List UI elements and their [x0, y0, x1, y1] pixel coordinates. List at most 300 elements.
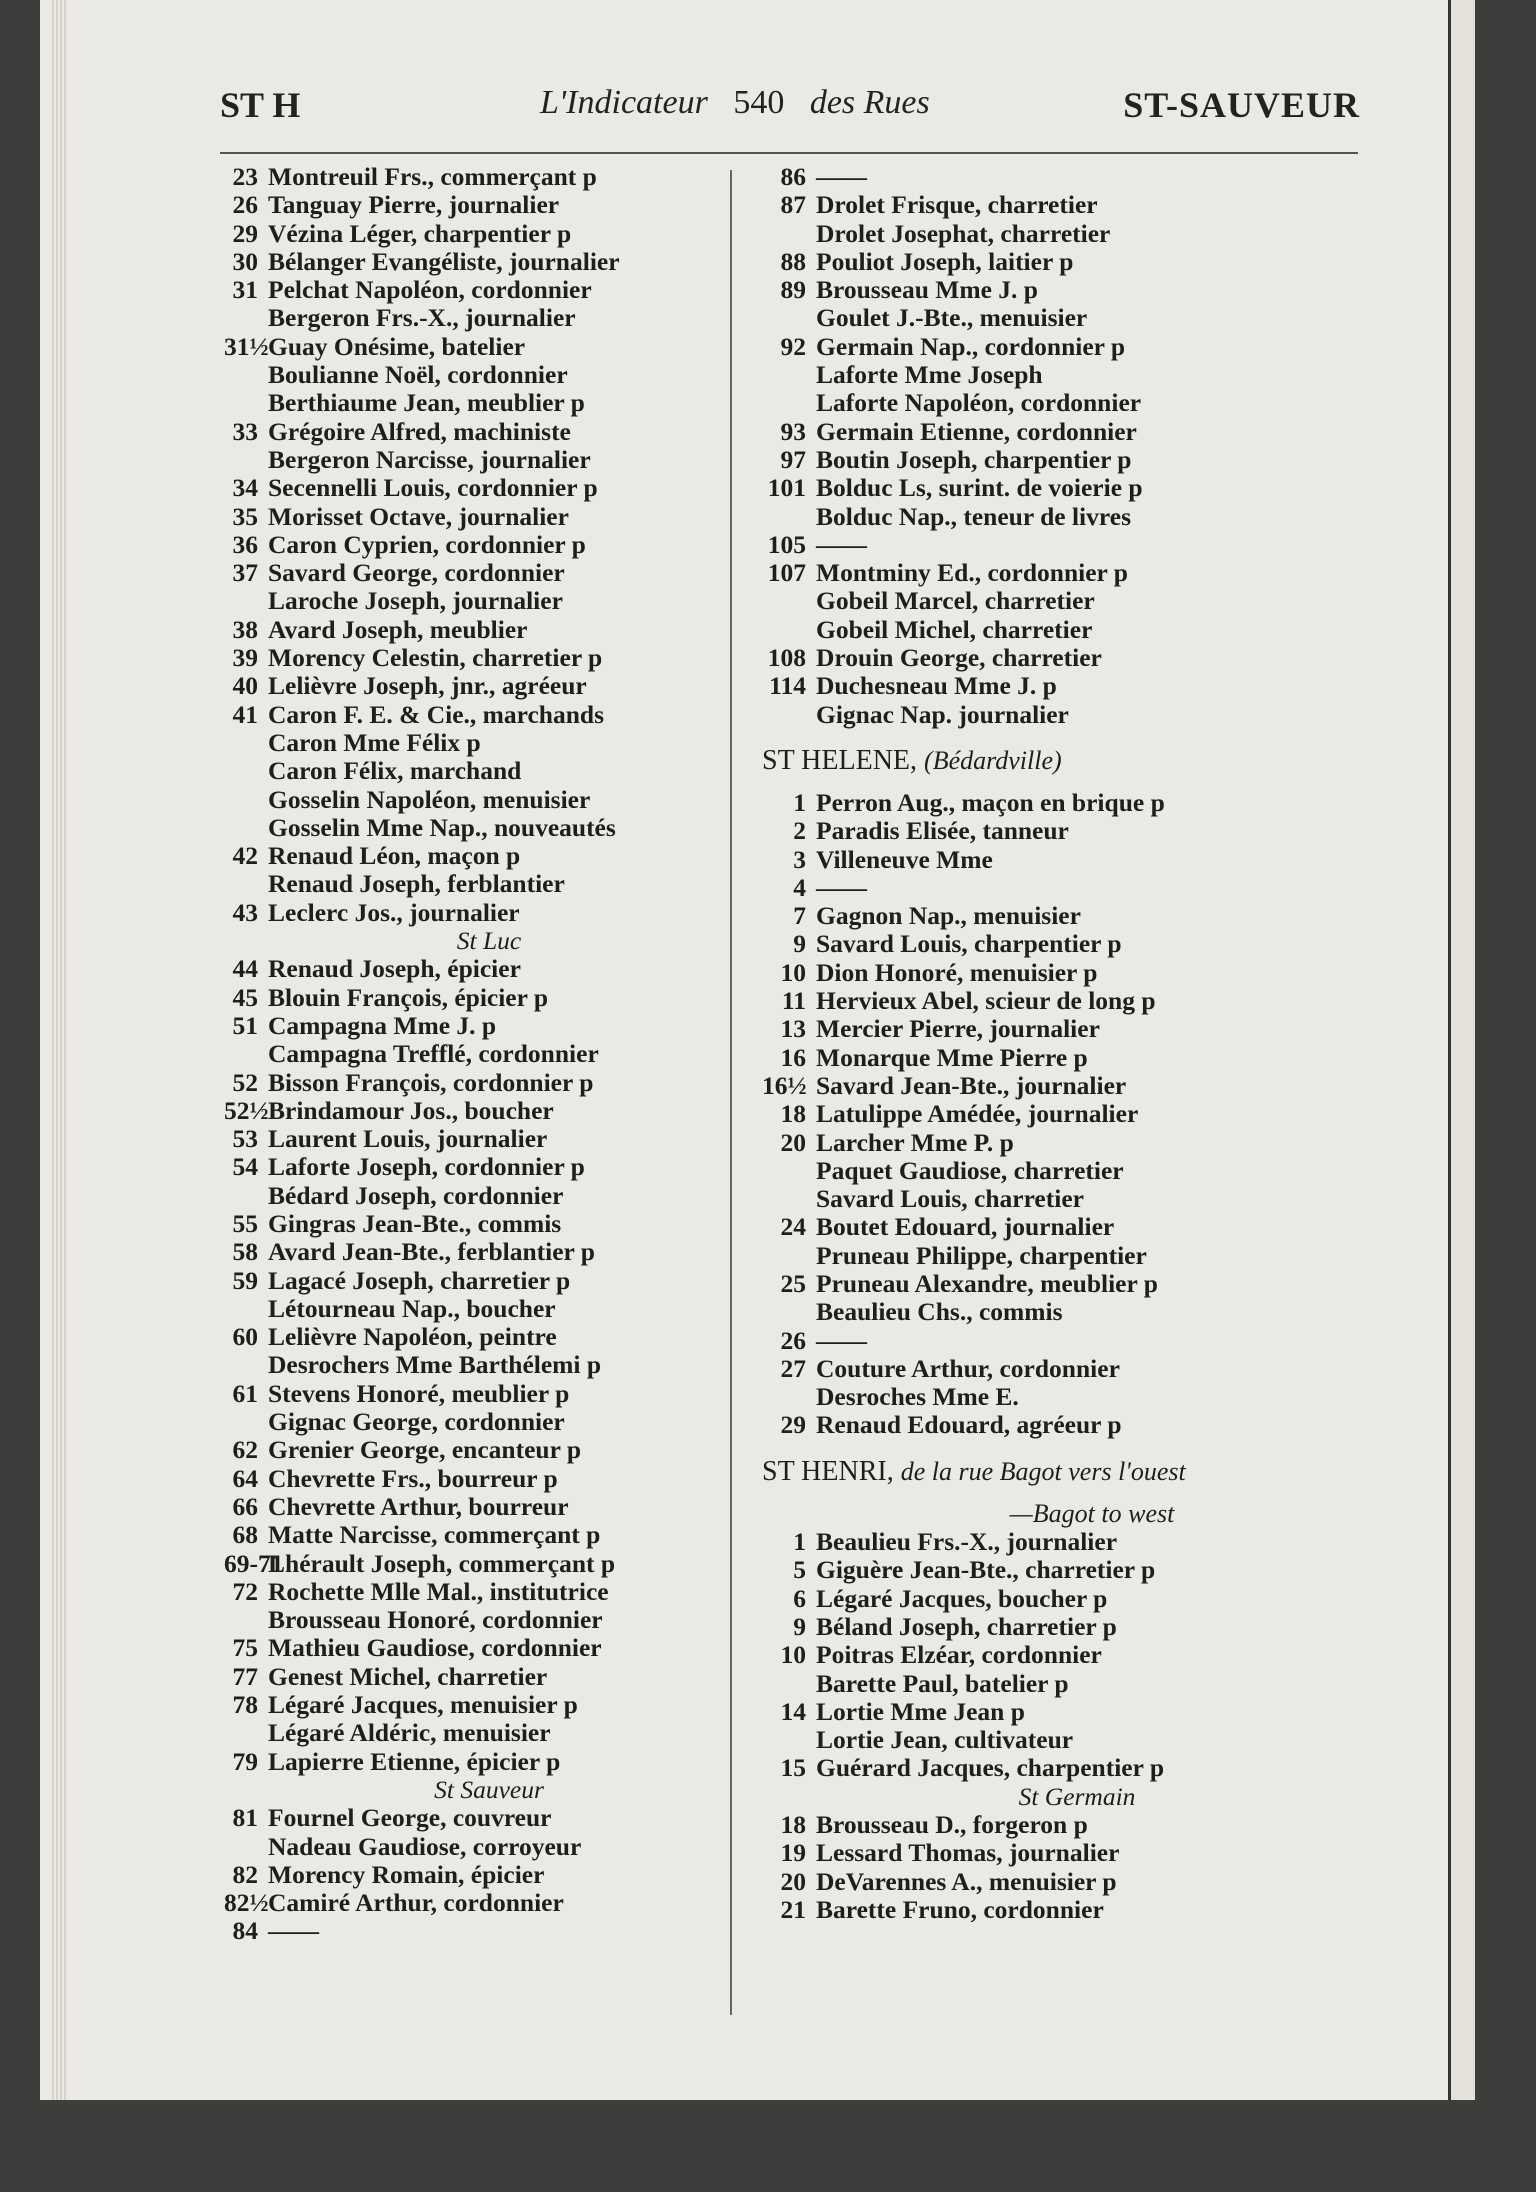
house-number: 92: [780, 331, 806, 361]
directory-entry: [762, 1298, 1362, 1326]
page-edges: [52, 0, 66, 2100]
cross-street: St Luc: [456, 926, 522, 956]
house-number: [224, 1295, 268, 1323]
directory-entry: [762, 1528, 1362, 1556]
directory-entry: [224, 814, 724, 842]
resident-entry: Giguère Jean-Bte., charretier p: [816, 1555, 1156, 1585]
house-number: 11: [781, 986, 806, 1016]
directory-entry: [762, 1213, 1362, 1241]
directory-entry: [224, 1606, 724, 1634]
house-number: 44: [232, 954, 258, 984]
resident-entry: Brousseau D., forgeron p: [816, 1810, 1088, 1840]
house-number: 62: [232, 1435, 258, 1465]
directory-entry: [224, 984, 724, 1012]
house-number: [762, 1670, 816, 1698]
directory-entry: [762, 1270, 1362, 1298]
directory-entry: [762, 1641, 1362, 1669]
resident-entry: Laforte Joseph, cordonnier p: [268, 1152, 585, 1182]
directory-entry: [224, 389, 724, 417]
resident-entry: Germain Etienne, cordonnier: [816, 416, 1137, 446]
directory-entry: [224, 1351, 724, 1379]
directory-entry: [224, 1153, 724, 1181]
house-number: [762, 1726, 816, 1754]
house-number: 61: [232, 1378, 258, 1408]
house-number: 14: [780, 1696, 806, 1726]
house-number: 16: [780, 1042, 806, 1072]
directory-entry: [762, 1044, 1362, 1072]
resident-entry: Duchesneau Mme J. p: [816, 671, 1057, 701]
house-number: 93: [780, 416, 806, 446]
resident-entry: Guérard Jacques, charpentier p: [816, 1753, 1165, 1783]
directory-entry: [762, 930, 1362, 958]
resident-entry: Pruneau Philippe, charpentier: [816, 1240, 1147, 1270]
house-number: 60: [232, 1322, 258, 1352]
resident-entry: Drouin George, charretier: [816, 643, 1102, 673]
resident-entry: Brindamour Jos., boucher: [268, 1095, 554, 1125]
house-number: [762, 616, 816, 644]
directory-entry: [224, 1465, 724, 1493]
house-number: 75: [232, 1633, 258, 1663]
resident-entry: Beaulieu Frs.-X., journalier: [816, 1527, 1118, 1557]
resident-entry: Mathieu Gaudiose, cordonnier: [268, 1633, 602, 1663]
street-note: de la rue Bagot vers l'ouest: [900, 1456, 1186, 1486]
resident-entry: Lortie Mme Jean p: [816, 1696, 1025, 1726]
directory-entry: [762, 701, 1362, 729]
house-number: 10: [780, 1640, 806, 1670]
resident-entry: Stevens Honoré, meublier p: [268, 1378, 570, 1408]
directory-entry: [762, 389, 1362, 417]
resident-entry: Berthiaume Jean, meublier p: [268, 388, 585, 418]
resident-entry: Morency Romain, épicier: [268, 1859, 545, 1889]
house-number: 36: [232, 529, 258, 559]
house-number: 72: [232, 1576, 258, 1606]
directory-entry: [224, 587, 724, 615]
directory-entry: [762, 333, 1362, 361]
resident-entry: Bélanger Evangéliste, journalier: [268, 246, 620, 276]
directory-entry: [762, 1355, 1362, 1383]
resident-entry: Renaud Edouard, agréeur p: [816, 1410, 1122, 1440]
resident-entry: Dion Honoré, menuisier p: [816, 957, 1098, 987]
house-number: 88: [780, 246, 806, 276]
resident-entry: Desroches Mme E.: [816, 1382, 1019, 1412]
house-number: 18: [780, 1099, 806, 1129]
house-number: 51: [232, 1010, 258, 1040]
resident-entry: Drolet Josephat, charretier: [816, 218, 1111, 248]
directory-entry: [224, 672, 724, 700]
house-number: 77: [232, 1661, 258, 1691]
house-number: [762, 304, 816, 332]
house-number: 38: [232, 614, 258, 644]
right-column: [762, 163, 1362, 1924]
resident-entry: Germain Nap., cordonnier p: [816, 331, 1126, 361]
directory-entry: [762, 1157, 1362, 1185]
directory-entry: [224, 1408, 724, 1436]
resident-entry: Monarque Mme Pierre p: [816, 1042, 1088, 1072]
house-number: 39: [232, 643, 258, 673]
resident-entry: Paradis Elisée, tanneur: [816, 816, 1069, 846]
directory-entry: [224, 248, 724, 276]
directory-entry: [224, 474, 724, 502]
house-number: 24: [780, 1212, 806, 1242]
house-number: 64: [232, 1463, 258, 1493]
page-number: 540: [733, 84, 785, 121]
directory-entry: [762, 304, 1362, 332]
house-number: 43: [232, 897, 258, 927]
house-number: 15: [780, 1753, 806, 1783]
directory-entry: [224, 276, 724, 304]
resident-entry: Lessard Thomas, journalier: [816, 1838, 1120, 1868]
directory-entry: [224, 1323, 724, 1351]
resident-entry: Campagna Trefflé, cordonnier: [268, 1039, 599, 1069]
resident-entry: Couture Arthur, cordonnier: [816, 1353, 1120, 1383]
house-number: 13: [780, 1014, 806, 1044]
resident-entry: Béland Joseph, charretier p: [816, 1611, 1117, 1641]
house-number: [762, 503, 816, 531]
house-number: 31½: [224, 331, 269, 361]
house-number: [762, 701, 816, 729]
house-number: 87: [780, 190, 806, 220]
directory-entry: [224, 899, 724, 927]
house-number: 81: [232, 1803, 258, 1833]
resident-entry: Paquet Gaudiose, charretier: [816, 1155, 1124, 1185]
house-number: [762, 1157, 816, 1185]
house-number: [224, 1719, 268, 1747]
house-number: 10: [780, 957, 806, 987]
directory-entry: [224, 1861, 724, 1889]
directory-entry: [762, 1868, 1362, 1896]
directory-entry: [762, 1896, 1362, 1924]
header-title-part2: des Rues: [809, 84, 930, 121]
resident-entry: Brousseau Mme J. p: [816, 275, 1038, 305]
directory-entry: [224, 955, 724, 983]
resident-entry: Gobeil Michel, charretier: [816, 614, 1093, 644]
directory-entry: [762, 163, 1362, 191]
resident-entry: Morency Celestin, charretier p: [268, 643, 603, 673]
resident-entry: Caron Félix, marchand: [268, 756, 522, 786]
resident-entry: Renaud Joseph, ferblantier: [268, 869, 565, 899]
resident-entry: ——: [816, 872, 867, 902]
resident-entry: Blouin François, épicier p: [268, 982, 549, 1012]
resident-entry: Caron Mme Félix p: [268, 727, 481, 757]
directory-entry: [224, 1493, 724, 1521]
house-number: 27: [780, 1353, 806, 1383]
resident-entry: Bisson François, cordonnier p: [268, 1067, 594, 1097]
directory-entry: [224, 701, 724, 729]
resident-entry: Grenier George, encanteur p: [268, 1435, 582, 1465]
directory-entry: [762, 846, 1362, 874]
house-number: [224, 729, 268, 757]
resident-entry: Renaud Joseph, épicier: [268, 954, 521, 984]
resident-entry: Légaré Jacques, boucher p: [816, 1583, 1108, 1613]
resident-entry: Boutin Joseph, charpentier p: [816, 444, 1132, 474]
resident-entry: Rochette Mlle Mal., institutrice: [268, 1576, 609, 1606]
directory-entry: [224, 220, 724, 248]
directory-entry: [224, 1833, 724, 1861]
directory-entry: [762, 1015, 1362, 1043]
directory-entry: [224, 729, 724, 757]
house-number: 1: [793, 787, 806, 817]
directory-entry: [762, 616, 1362, 644]
house-number: [762, 220, 816, 248]
directory-entry: [224, 1238, 724, 1266]
directory-entry: [762, 587, 1362, 615]
resident-entry: Grégoire Alfred, machiniste: [268, 416, 571, 446]
directory-entry: [762, 1613, 1362, 1641]
resident-entry: Leclerc Jos., journalier: [268, 897, 520, 927]
house-number: 20: [780, 1127, 806, 1157]
resident-entry: Desrochers Mme Barthélemi p: [268, 1350, 602, 1380]
house-number: 37: [232, 558, 258, 588]
resident-entry: Pouliot Joseph, laitier p: [816, 246, 1074, 276]
directory-entry: [762, 1185, 1362, 1213]
resident-entry: Morisset Octave, journalier: [268, 501, 569, 531]
resident-entry: Guay Onésime, batelier: [268, 331, 526, 361]
house-number: 86: [780, 162, 806, 191]
house-number: 107: [767, 558, 806, 588]
house-number: 23: [232, 162, 258, 191]
street-name: ST HENRI,: [762, 1455, 894, 1487]
house-number: [224, 361, 268, 389]
directory-entry: [762, 1698, 1362, 1726]
resident-entry: Perron Aug., maçon en brique p: [816, 787, 1165, 817]
directory-entry: [762, 1327, 1362, 1355]
house-number: 26: [232, 190, 258, 220]
resident-entry: Lelièvre Joseph, jnr., agréeur: [268, 671, 587, 701]
directory-entry: [224, 1719, 724, 1747]
house-number: 53: [232, 1124, 258, 1154]
directory-entry: [762, 531, 1362, 559]
header-title: [540, 84, 930, 122]
directory-entry: [762, 1383, 1362, 1411]
directory-entry: [762, 361, 1362, 389]
directory-entry: [224, 559, 724, 587]
resident-entry: Gignac George, cordonnier: [268, 1407, 565, 1437]
resident-entry: Pelchat Napoléon, cordonnier: [268, 275, 592, 305]
directory-entry: [224, 333, 724, 361]
cross-street: St Sauveur: [434, 1774, 544, 1804]
header-title-part1: L'Indicateur: [540, 84, 708, 121]
resident-entry: Bédard Joseph, cordonnier: [268, 1180, 564, 1210]
directory-entry: [762, 474, 1362, 502]
directory-entry: [762, 1754, 1362, 1782]
directory-entry: [762, 902, 1362, 930]
directory-entry: [224, 446, 724, 474]
house-number: [224, 587, 268, 615]
resident-entry: Laurent Louis, journalier: [268, 1124, 548, 1154]
cross-street: St Germain: [1018, 1781, 1136, 1811]
resident-entry: ——: [816, 529, 867, 559]
directory-entry: [762, 1100, 1362, 1128]
street-note: (Bédardville): [924, 745, 1062, 775]
directory-entry: [224, 1097, 724, 1125]
directory-entry: [224, 1804, 724, 1832]
house-number: 52: [232, 1067, 258, 1097]
directory-entry: [224, 1634, 724, 1662]
street-name: ST HELENE,: [762, 744, 918, 776]
header-rule: [220, 152, 1358, 154]
left-column: [224, 163, 724, 1946]
house-number: 26: [780, 1325, 806, 1355]
house-number: 101: [767, 473, 806, 503]
resident-entry: Gobeil Marcel, charretier: [816, 586, 1095, 616]
resident-entry: Bergeron Narcisse, journalier: [268, 444, 591, 474]
house-number: 82½: [224, 1888, 269, 1918]
resident-entry: Caron F. E. & Cie., marchands: [268, 699, 605, 729]
directory-entry: [762, 1585, 1362, 1613]
directory-entry: [224, 191, 724, 219]
resident-entry: Poitras Elzéar, cordonnier: [816, 1640, 1102, 1670]
resident-entry: Larcher Mme P. p: [816, 1127, 1014, 1157]
resident-entry: Nadeau Gaudiose, corroyeur: [268, 1831, 582, 1861]
house-number: 59: [232, 1265, 258, 1295]
resident-entry: Fournel George, couvreur: [268, 1803, 552, 1833]
resident-entry: Barette Fruno, cordonnier: [816, 1894, 1104, 1924]
resident-entry: Goulet J.-Bte., menuisier: [816, 303, 1088, 333]
directory-entry: [762, 672, 1362, 700]
directory-entry: [224, 842, 724, 870]
resident-entry: Campagna Mme J. p: [268, 1010, 497, 1040]
house-number: [224, 814, 268, 842]
house-number: 9: [793, 1611, 806, 1641]
directory-entry: [224, 1380, 724, 1408]
directory-entry: [224, 1917, 724, 1945]
resident-entry: ——: [816, 1325, 867, 1355]
house-number: 29: [232, 218, 258, 248]
directory-entry: [762, 1072, 1362, 1100]
directory-entry: [224, 1182, 724, 1210]
house-number: [762, 1242, 816, 1270]
resident-entry: Beaulieu Chs., commis: [816, 1297, 1063, 1327]
directory-entry: [224, 163, 724, 191]
page-header: [220, 84, 1360, 144]
resident-entry: Gosselin Mme Nap., nouveautés: [268, 812, 616, 842]
house-number: [224, 1606, 268, 1634]
resident-entry: Savard Louis, charpentier p: [816, 929, 1122, 959]
house-number: 41: [232, 699, 258, 729]
resident-entry: Brousseau Honoré, cordonnier: [268, 1605, 603, 1635]
house-number: 31: [232, 275, 258, 305]
directory-entry: [762, 644, 1362, 672]
house-number: 30: [232, 246, 258, 276]
directory-entry: [762, 987, 1362, 1015]
house-number: [762, 587, 816, 615]
directory-entry: [224, 786, 724, 814]
directory-entry: [224, 531, 724, 559]
house-number: [762, 361, 816, 389]
directory-entry: [224, 418, 724, 446]
house-number: 34: [232, 473, 258, 503]
house-number: 54: [232, 1152, 258, 1182]
resident-entry: DeVarennes A., menuisier p: [816, 1866, 1117, 1896]
house-number: 55: [232, 1208, 258, 1238]
directory-entry: [762, 959, 1362, 987]
directory-entry: [762, 1811, 1362, 1839]
resident-entry: Barette Paul, batelier p: [816, 1668, 1069, 1698]
house-number: 18: [780, 1810, 806, 1840]
house-number: 21: [780, 1894, 806, 1924]
resident-entry: Légaré Aldéric, menuisier: [268, 1718, 551, 1748]
resident-entry: Laroche Joseph, journalier: [268, 586, 563, 616]
directory-entry: [224, 1889, 724, 1917]
house-number: [224, 1182, 268, 1210]
street-heading: [762, 1456, 1362, 1488]
house-number: 114: [769, 671, 806, 701]
house-number: 9: [793, 929, 806, 959]
resident-entry: Létourneau Nap., boucher: [268, 1293, 556, 1323]
directory-entry: [224, 1550, 724, 1578]
resident-entry: Bolduc Ls, surint. de voierie p: [816, 473, 1143, 503]
directory-entry: [224, 1040, 724, 1068]
directory-entry: [762, 220, 1362, 248]
resident-entry: Bergeron Frs.-X., journalier: [268, 303, 576, 333]
house-number: [224, 1351, 268, 1379]
resident-entry: Lapierre Etienne, épicier p: [268, 1746, 561, 1776]
house-number: [224, 446, 268, 474]
house-number: [224, 389, 268, 417]
directory-entry: [762, 559, 1362, 587]
resident-entry: ——: [268, 1916, 319, 1946]
house-number: 82: [232, 1859, 258, 1889]
column-divider: [730, 170, 732, 2015]
house-number: 1: [793, 1527, 806, 1557]
directory-entry: [762, 418, 1362, 446]
directory-entry: [762, 503, 1362, 531]
house-number: [762, 1185, 816, 1213]
house-number: 97: [780, 444, 806, 474]
street-heading: [762, 745, 1362, 777]
house-number: [224, 1833, 268, 1861]
directory-entry: [224, 361, 724, 389]
house-number: [224, 1040, 268, 1068]
directory-entry: [762, 1556, 1362, 1584]
directory-entry: [224, 503, 724, 531]
street-heading-translation: —Bagot to west: [1009, 1498, 1175, 1528]
house-number: 5: [793, 1555, 806, 1585]
resident-entry: Savard Jean-Bte., journalier: [816, 1070, 1127, 1100]
resident-entry: Gagnon Nap., menuisier: [816, 901, 1081, 931]
house-number: [224, 304, 268, 332]
resident-entry: Gingras Jean-Bte., commis: [268, 1208, 562, 1238]
house-number: 66: [232, 1491, 258, 1521]
resident-entry: Montreuil Frs., commerçant p: [268, 162, 597, 191]
directory-entry: [224, 1436, 724, 1464]
directory-entry: [224, 1210, 724, 1238]
house-number: 78: [232, 1690, 258, 1720]
resident-entry: Mercier Pierre, journalier: [816, 1014, 1100, 1044]
resident-entry: Hervieux Abel, scieur de long p: [816, 986, 1156, 1016]
resident-entry: Montminy Ed., cordonnier p: [816, 558, 1128, 588]
house-number: 42: [232, 841, 258, 871]
directory-entry: [762, 248, 1362, 276]
directory-entry: [762, 1129, 1362, 1157]
resident-entry: Matte Narcisse, commerçant p: [268, 1520, 601, 1550]
directory-entry: [224, 304, 724, 332]
directory-entry: [224, 1663, 724, 1691]
resident-entry: Villeneuve Mme: [816, 844, 993, 874]
house-number: [224, 757, 268, 785]
resident-entry: Chevrette Frs., bourreur p: [268, 1463, 558, 1493]
header-right: ST-SAUVEUR: [1123, 85, 1360, 125]
resident-entry: Caron Cyprien, cordonnier p: [268, 529, 586, 559]
house-number: 58: [232, 1237, 258, 1267]
resident-entry: Gosselin Napoléon, menuisier: [268, 784, 591, 814]
house-number: [762, 1383, 816, 1411]
resident-entry: ——: [816, 162, 867, 191]
house-number: 20: [780, 1866, 806, 1896]
resident-entry: Boulianne Noël, cordonnier: [268, 360, 568, 390]
resident-entry: Boutet Edouard, journalier: [816, 1212, 1115, 1242]
house-number: 84: [232, 1916, 258, 1946]
